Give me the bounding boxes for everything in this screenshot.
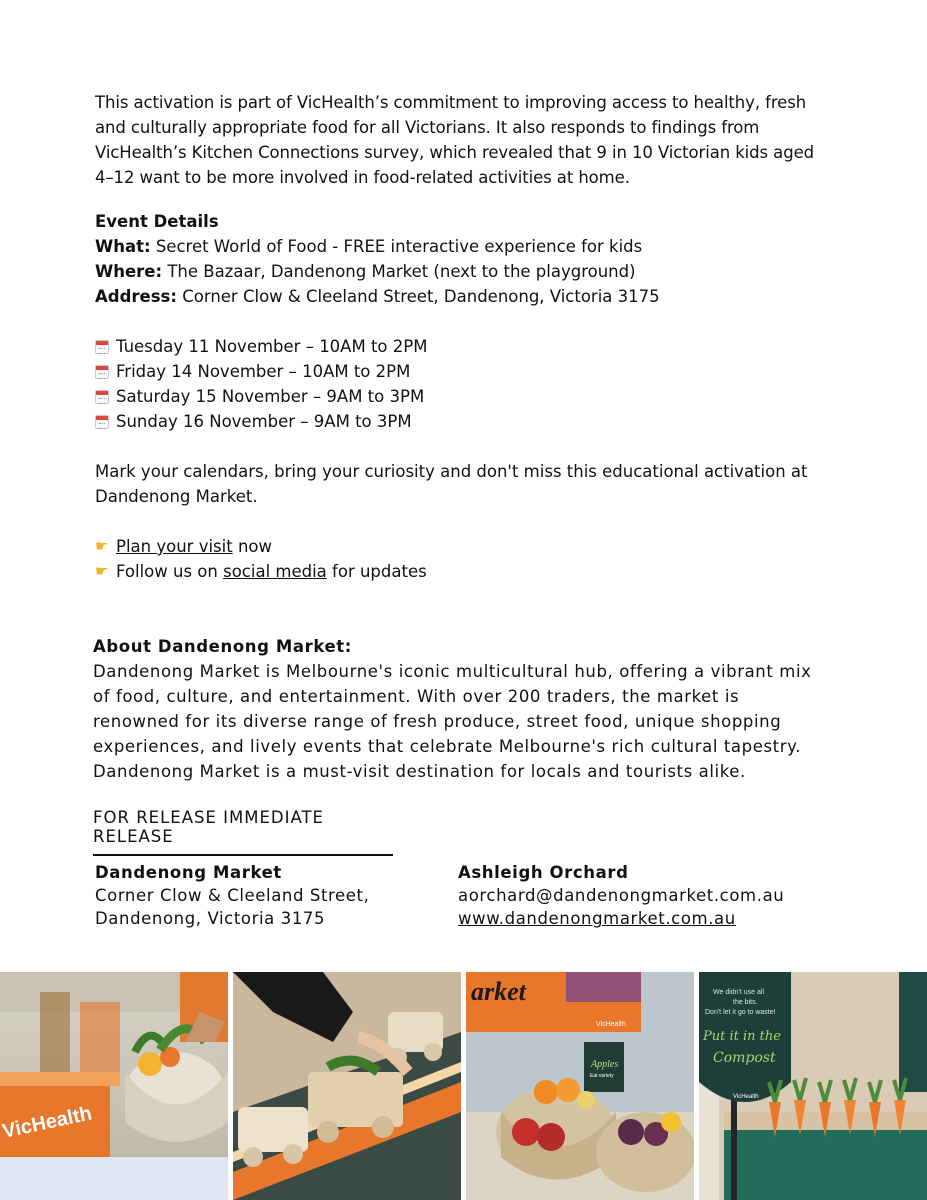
calendar-icon bbox=[95, 365, 109, 379]
photo-veg-basket bbox=[0, 972, 228, 1200]
compost-script2: Compost bbox=[713, 1050, 776, 1066]
follow-prefix: Follow us on bbox=[116, 562, 224, 581]
website-link[interactable]: www.dandenongmarket.com.au bbox=[458, 909, 736, 928]
compost-sign-image bbox=[699, 972, 927, 1200]
event-dates bbox=[95, 334, 427, 434]
follow-suffix: for updates bbox=[326, 562, 427, 581]
person-email[interactable]: aorchard@dandenongmarket.com.au bbox=[458, 886, 785, 905]
intro-line: 4–12 want to be more involved in food-related activities at home. bbox=[95, 168, 630, 187]
mark-line: Dandenong Market. bbox=[95, 487, 258, 506]
person-contact bbox=[458, 861, 784, 930]
cta-links bbox=[95, 534, 427, 584]
what-value: Secret World of Food - FREE interactive experience for kids bbox=[150, 237, 643, 256]
plan-visit-row bbox=[95, 534, 427, 559]
date-text: Tuesday 11 November – 10AM to 2PM bbox=[116, 337, 428, 356]
calendar-icon bbox=[95, 390, 109, 404]
toy-trucks-image bbox=[233, 972, 461, 1200]
intro-paragraph bbox=[95, 90, 835, 190]
social-media-link[interactable]: social media bbox=[223, 562, 327, 581]
where-label: Where: bbox=[95, 262, 163, 281]
vichealth-sign-text: VicHealth bbox=[0, 1102, 94, 1143]
vichealth-brand: VicHealth bbox=[596, 1021, 626, 1028]
apples-sub-label: Eat variety bbox=[590, 1073, 614, 1079]
fruit-baskets-image bbox=[466, 972, 694, 1200]
about-line: renowned for its diverse range of fresh produce, street food, unique shopping bbox=[93, 712, 782, 731]
date-text: Sunday 16 November – 9AM to 3PM bbox=[116, 412, 412, 431]
compost-script1: Put it in the bbox=[703, 1029, 781, 1044]
intro-line: VicHealth’s Kitchen Connections survey, which revealed that 9 in 10 Victorian kids aged bbox=[95, 143, 814, 162]
date-item bbox=[95, 334, 427, 359]
market-address-line: Corner Clow & Cleeland Street, bbox=[95, 886, 370, 905]
date-item bbox=[95, 384, 427, 409]
market-address-line: Dandenong, Victoria 3175 bbox=[95, 909, 326, 928]
calendar-icon bbox=[95, 415, 109, 429]
photo-strip bbox=[0, 972, 927, 1200]
what-label: What: bbox=[95, 237, 151, 256]
event-details bbox=[95, 209, 835, 309]
market-sign-text: arket bbox=[471, 977, 526, 1006]
photo-compost-sign bbox=[699, 972, 927, 1200]
mark-line: Mark your calendars, bring your curiosity and don't miss this educational activation at bbox=[95, 462, 808, 481]
intro-line: and culturally appropriate food for all Victorians. It also responds to findings from bbox=[95, 118, 760, 137]
compost-line3: Don't let it go to waste! bbox=[705, 1009, 776, 1016]
where-value: The Bazaar, Dandenong Market (next to the playground) bbox=[162, 262, 636, 281]
apples-label: Apples bbox=[591, 1059, 619, 1070]
about-line: Dandenong Market is a must-visit destination for locals and tourists alike. bbox=[93, 762, 746, 781]
address-label: Address: bbox=[95, 287, 177, 306]
photo-fruit-baskets bbox=[466, 972, 694, 1200]
about-section bbox=[93, 634, 853, 784]
mark-calendars-paragraph bbox=[95, 459, 835, 509]
plan-visit-link[interactable]: Plan your visit bbox=[116, 537, 233, 556]
compost-line2: the bits. bbox=[733, 999, 758, 1006]
market-name: Dandenong Market bbox=[95, 863, 282, 882]
about-title: About Dandenong Market: bbox=[93, 637, 352, 656]
intro-line: This activation is part of VicHealth’s commitment to improving access to healthy, fresh bbox=[95, 93, 807, 112]
release-heading: FOR RELEASE IMMEDIATE RELEASE bbox=[93, 808, 393, 856]
date-item bbox=[95, 359, 427, 384]
follow-social-row bbox=[95, 559, 427, 584]
pointing-hand-icon: ☛ bbox=[95, 562, 109, 580]
about-line: of food, culture, and entertainment. With over 200 traders, the market is bbox=[93, 687, 740, 706]
about-line: Dandenong Market is Melbourne's iconic multicultural hub, offering a vibrant mix bbox=[93, 662, 812, 681]
market-contact bbox=[95, 861, 369, 930]
calendar-icon bbox=[95, 340, 109, 354]
date-item bbox=[95, 409, 427, 434]
compost-line1: We didn't use all bbox=[713, 989, 765, 996]
date-text: Friday 14 November – 10AM to 2PM bbox=[116, 362, 411, 381]
photo-toy-trucks bbox=[233, 972, 461, 1200]
event-details-heading: Event Details bbox=[95, 212, 219, 231]
person-name: Ashleigh Orchard bbox=[458, 863, 629, 882]
address-value: Corner Clow & Cleeland Street, Dandenong, Victoria 3175 bbox=[176, 287, 660, 306]
plan-visit-suffix: now bbox=[232, 537, 272, 556]
compost-brand: VicHealth bbox=[733, 1094, 759, 1100]
date-text: Saturday 15 November – 9AM to 3PM bbox=[116, 387, 425, 406]
veg-basket-image bbox=[0, 972, 228, 1200]
about-line: experiences, and lively events that celebrate Melbourne's rich cultural tapestry. bbox=[93, 737, 801, 756]
pointing-hand-icon: ☛ bbox=[95, 537, 109, 555]
